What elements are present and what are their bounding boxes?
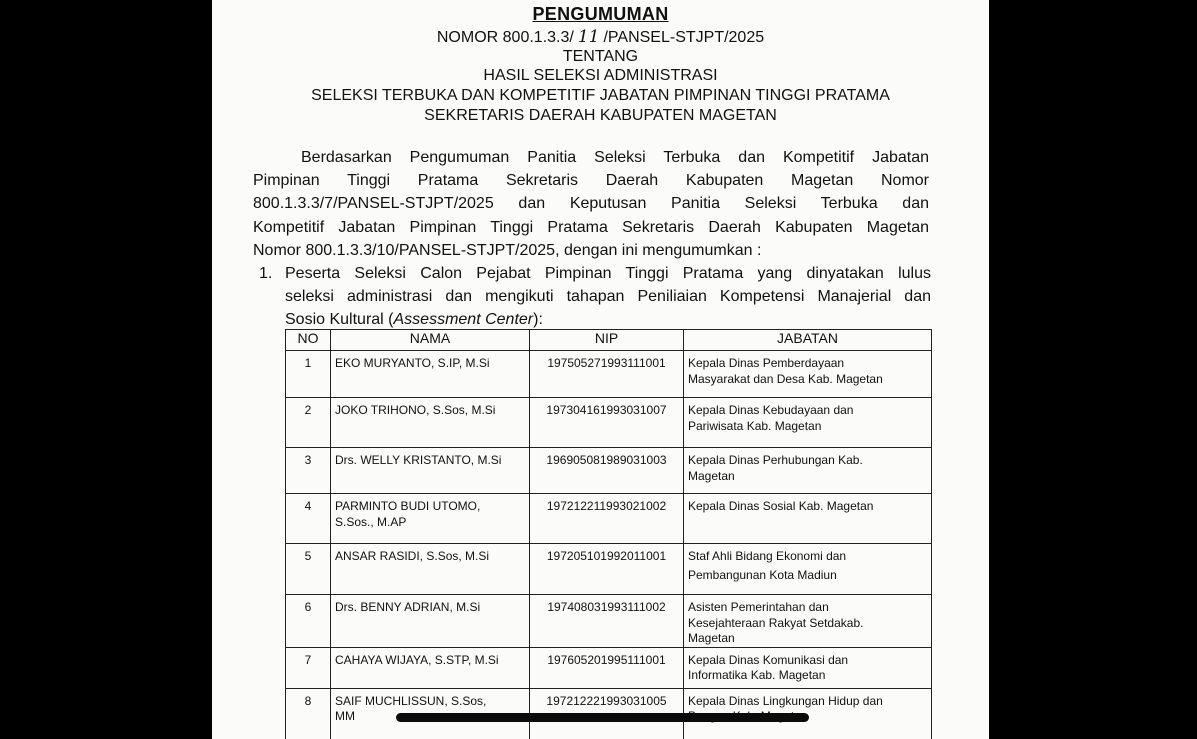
assessment-center-term: Assessment Center bbox=[393, 311, 534, 329]
cell-jabatan-line: Kesejahteraan Rakyat Setdakab. bbox=[688, 615, 864, 630]
cell-nama-line: CAHAYA WIJAYA, S.STP, M.Si bbox=[335, 652, 499, 667]
cell-jabatan-line: Kepala Dinas Kebudayaan dan bbox=[688, 403, 854, 417]
list-item-line: Peserta Seleksi Calon Pejabat Pimpinan Tinggi Pratama yang dinyatakan lulus bbox=[285, 265, 931, 282]
column-header-nip: NIP bbox=[530, 330, 684, 351]
document-subtitle-2: SELEKSI TERBUKA DAN KOMPETITIF JABATAN PIMPINAN TINGGI PRATAMA bbox=[311, 87, 890, 104]
list-item-line-post: ): bbox=[533, 311, 543, 329]
cell-nama-line: EKO MURYANTO, S.IP, M.Si bbox=[335, 356, 490, 370]
document-subtitle-1: HASIL SELEKSI ADMINISTRASI bbox=[483, 67, 718, 84]
cell-nama-line: Drs. BENNY ADRIAN, M.Si bbox=[335, 600, 481, 614]
cell-nama-line: Drs. WELLY KRISTANTO, M.Si bbox=[335, 453, 502, 467]
cell-nama-line: MM bbox=[335, 709, 355, 723]
cell-no: 4 bbox=[286, 494, 331, 544]
home-indicator-bar[interactable] bbox=[396, 713, 809, 722]
document-number-prefix: NOMOR 800.1.3.3/ bbox=[436, 29, 574, 46]
cell-no: 7 bbox=[286, 647, 331, 688]
cell-jabatan-line: Kepala Dinas Sosial Kab. Magetan bbox=[688, 499, 874, 513]
cell-nama-line: PARMINTO BUDI UTOMO, bbox=[335, 499, 481, 513]
intro-line: Pimpinan Tinggi Pratama Sekretaris Daerah Kabupaten Magetan Nomor bbox=[253, 172, 929, 190]
cell-no: 5 bbox=[286, 544, 331, 595]
cell-jabatan-line: Pariwisata Kab. Magetan bbox=[688, 418, 822, 433]
cell-nama bbox=[331, 351, 530, 398]
cell-nama-line: JOKO TRIHONO, S.Sos, M.Si bbox=[335, 403, 496, 417]
table-row bbox=[286, 398, 932, 448]
participants-table bbox=[285, 329, 932, 739]
cell-nama-line: SAIF MUCHLISSUN, S.Sos, bbox=[335, 693, 487, 708]
cell-jabatan bbox=[684, 544, 932, 595]
cell-jabatan-line: Asisten Pemerintahan dan bbox=[688, 600, 829, 614]
column-header-jabatan: JABATAN bbox=[684, 330, 932, 351]
document-number-suffix: /PANSEL-STJPT/2025 bbox=[603, 29, 765, 46]
cell-nip: 197605201995111001 bbox=[530, 647, 684, 688]
document-page bbox=[212, 0, 989, 739]
cell-jabatan-line: Kepala Dinas Perhubungan Kab. bbox=[688, 453, 863, 467]
cell-nip: 197408031993111002 bbox=[530, 595, 684, 648]
intro-line: 800.1.3.3/7/PANSEL-STJPT/2025 dan Keputusan Panitia Seleksi Terbuka dan bbox=[253, 195, 929, 213]
document-subtitle-3: SEKRETARIS DAERAH KABUPATEN MAGETAN bbox=[424, 107, 777, 124]
list-item-text bbox=[285, 262, 931, 332]
cell-nip: 197205101992011001 bbox=[530, 544, 684, 595]
column-header-nama: NAMA bbox=[331, 330, 530, 351]
intro-line: Berdasarkan Pengumuman Panitia Seleksi Terbuka dan Kompetitif Jabatan bbox=[301, 149, 929, 166]
table-row bbox=[286, 647, 932, 688]
cell-jabatan-line: Staf Ahli Bidang Ekonomi dan bbox=[688, 549, 847, 563]
cell-nama bbox=[331, 544, 530, 595]
cell-jabatan-line: Kepala Dinas Lingkungan Hidup dan bbox=[688, 693, 883, 708]
table-row bbox=[286, 494, 932, 544]
list-item-line: seleksi administrasi dan mengikuti tahapan Peniliaian Kompetensi Manajerial dan bbox=[285, 288, 931, 306]
cell-nama bbox=[331, 595, 530, 648]
cell-jabatan-line: Magetan bbox=[688, 468, 735, 483]
cell-jabatan bbox=[684, 494, 932, 544]
cell-nama bbox=[331, 398, 530, 448]
cell-no: 6 bbox=[286, 595, 331, 648]
cell-no: 3 bbox=[286, 448, 331, 494]
intro-line: Kompetitif Jabatan Pimpinan Tinggi Pratama Sekretaris Daerah Kabupaten Magetan bbox=[253, 218, 929, 236]
cell-nama bbox=[331, 494, 530, 544]
cell-jabatan-line: Masyarakat dan Desa Kab. Magetan bbox=[688, 371, 883, 386]
document-title: PENGUMUMAN bbox=[532, 4, 669, 24]
cell-nama-line: ANSAR RASIDI, S.Sos, M.Si bbox=[335, 549, 490, 563]
cell-jabatan-line: Pembangunan Kota Madiun bbox=[688, 567, 837, 582]
cell-nip: 197304161993031007 bbox=[530, 398, 684, 448]
intro-line: Nomor 800.1.3.3/10/PANSEL-STJPT/2025, dengan ini mengumumkan : bbox=[253, 241, 762, 259]
cell-nip: 197212211993021002 bbox=[530, 494, 684, 544]
cell-jabatan bbox=[684, 595, 932, 648]
table-header-row bbox=[286, 330, 932, 351]
document-number bbox=[212, 27, 989, 47]
cell-jabatan bbox=[684, 398, 932, 448]
cell-nip: 197212221993031005 bbox=[530, 688, 684, 739]
cell-jabatan bbox=[684, 351, 932, 398]
cell-nip: 196905081989031003 bbox=[530, 448, 684, 494]
table-row bbox=[286, 448, 932, 494]
cell-nip: 197505271993111001 bbox=[530, 351, 684, 398]
cell-jabatan bbox=[684, 448, 932, 494]
document-tentang: TENTANG bbox=[562, 48, 639, 65]
table-row bbox=[286, 544, 932, 595]
handwritten-number: 11 bbox=[577, 27, 600, 47]
cell-nama bbox=[331, 448, 530, 494]
cell-nama bbox=[331, 647, 530, 688]
cell-jabatan-line: Magetan bbox=[688, 631, 735, 645]
intro-paragraph bbox=[253, 146, 929, 262]
cell-no: 1 bbox=[286, 351, 331, 398]
cell-jabatan-line: Kepala Dinas Komunikasi dan bbox=[688, 652, 849, 667]
list-item-line-pre: Sosio Kultural ( bbox=[285, 311, 394, 329]
cell-no: 2 bbox=[286, 398, 331, 448]
cell-jabatan-line: Kepala Dinas Pemberdayaan bbox=[688, 356, 845, 370]
table-row bbox=[286, 595, 932, 648]
list-item-number: 1. bbox=[259, 265, 273, 282]
column-header-no: NO bbox=[286, 330, 331, 351]
cell-nama-line: S.Sos., M.AP bbox=[335, 514, 407, 529]
cell-no: 8 bbox=[286, 688, 331, 739]
cell-jabatan bbox=[684, 647, 932, 688]
cell-jabatan-line: Informatika Kab. Magetan bbox=[688, 668, 826, 682]
table-row bbox=[286, 351, 932, 398]
